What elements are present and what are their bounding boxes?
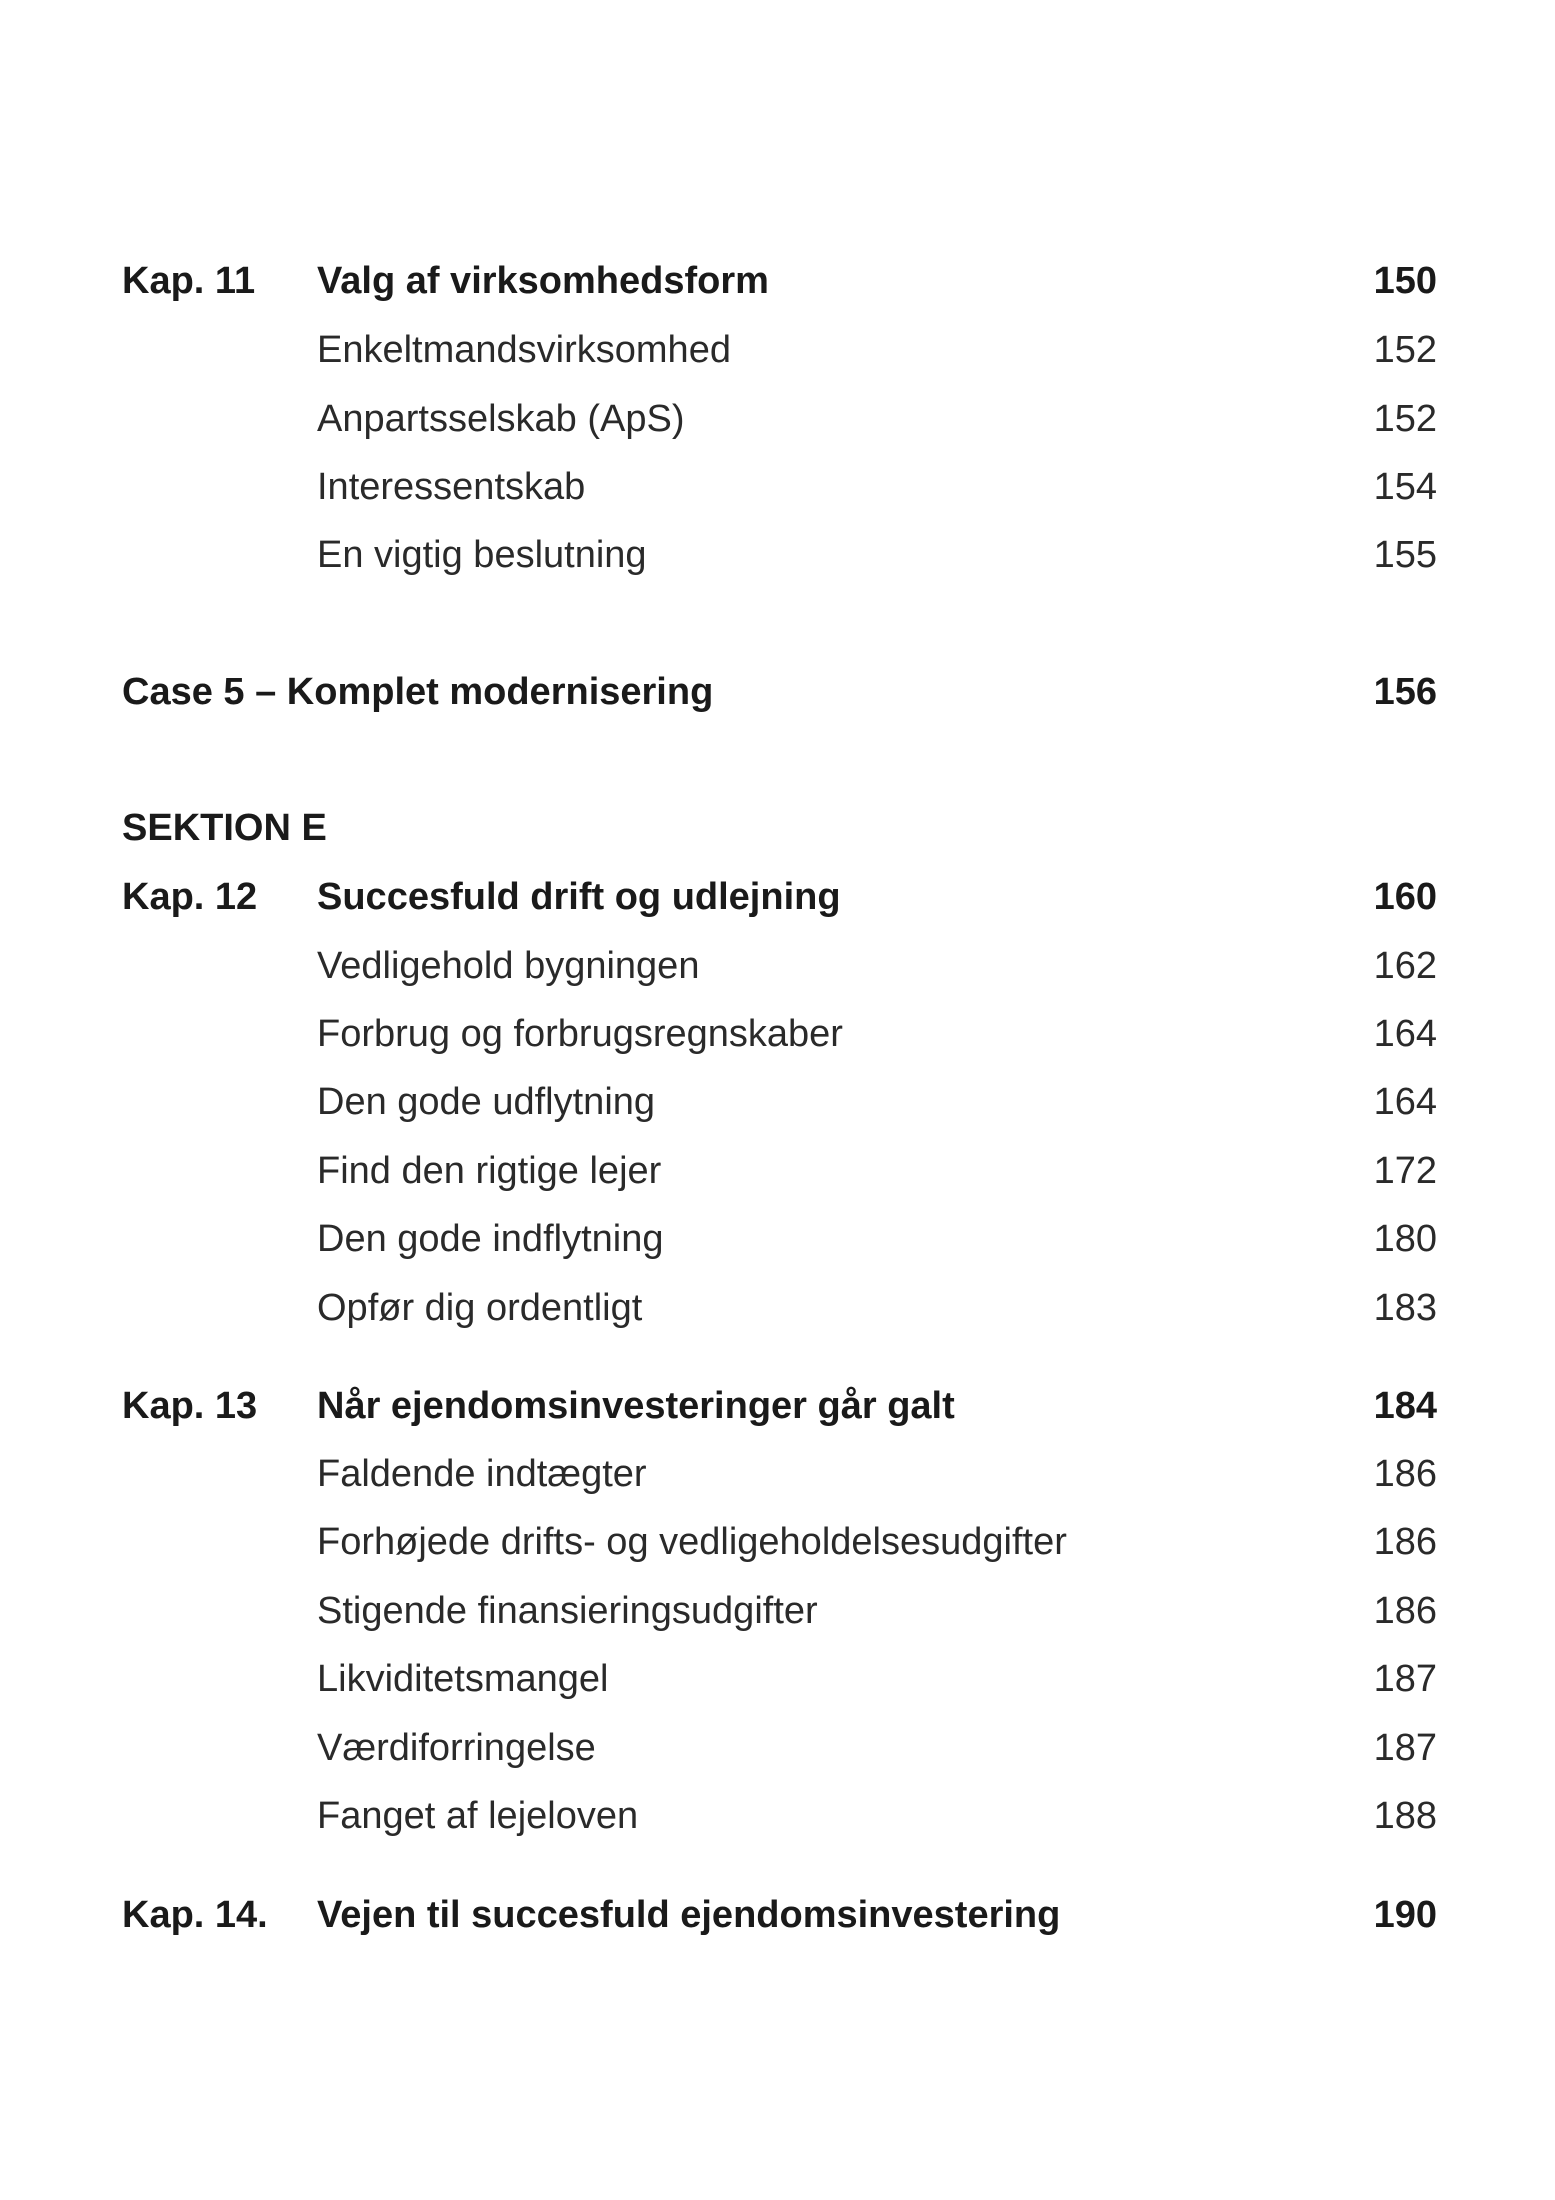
toc-entry[interactable] bbox=[0, 1072, 1555, 1132]
section-title: SEKTION E bbox=[122, 807, 327, 849]
chapter-title: Vejen til succesfuld ejendomsinvestering bbox=[317, 1894, 1061, 1936]
chapter-page: 184 bbox=[1373, 1385, 1437, 1427]
entry-title: Værdiforringelse bbox=[317, 1727, 596, 1769]
chapter-label: Kap. 12 bbox=[122, 876, 258, 918]
toc-entry[interactable] bbox=[0, 1209, 1555, 1269]
toc-entry[interactable] bbox=[0, 1444, 1555, 1504]
entry-page: 187 bbox=[1373, 1658, 1437, 1700]
chapter-title: Når ejendomsinvesteringer går galt bbox=[317, 1385, 955, 1427]
chapter-14-heading[interactable] bbox=[0, 1885, 1555, 1945]
entry-title: En vigtig beslutning bbox=[317, 534, 647, 576]
entry-title: Interessentskab bbox=[317, 466, 586, 508]
chapter-label: Kap. 13 bbox=[122, 1385, 258, 1427]
toc-entry[interactable] bbox=[0, 1581, 1555, 1641]
chapter-page: 150 bbox=[1373, 260, 1437, 302]
toc-entry[interactable] bbox=[0, 389, 1555, 449]
chapter-page: 190 bbox=[1373, 1894, 1437, 1936]
toc-entry[interactable] bbox=[0, 1004, 1555, 1064]
toc-entry[interactable] bbox=[0, 1718, 1555, 1778]
entry-title: Forhøjede drifts- og vedligeholdelsesudgifter bbox=[317, 1521, 1067, 1563]
entry-page: 154 bbox=[1373, 466, 1437, 508]
section-e-heading bbox=[0, 798, 1555, 858]
entry-title: Opfør dig ordentligt bbox=[317, 1287, 643, 1329]
entry-page: 164 bbox=[1373, 1081, 1437, 1123]
entry-title: Fanget af lejeloven bbox=[317, 1795, 639, 1837]
case-page: 156 bbox=[1373, 671, 1437, 713]
toc-entry[interactable] bbox=[0, 1786, 1555, 1846]
chapter-title: Valg af virksomhedsform bbox=[317, 260, 769, 302]
entry-title: Anpartsselskab (ApS) bbox=[317, 398, 685, 440]
entry-page: 162 bbox=[1373, 945, 1437, 987]
entry-page: 183 bbox=[1373, 1287, 1437, 1329]
entry-title: Den gode udflytning bbox=[317, 1081, 656, 1123]
entry-page: 186 bbox=[1373, 1590, 1437, 1632]
chapter-title: Succesfuld drift og udlejning bbox=[317, 876, 841, 918]
chapter-11-heading[interactable] bbox=[0, 251, 1555, 311]
entry-page: 187 bbox=[1373, 1727, 1437, 1769]
entry-title: Enkeltmandsvirksomhed bbox=[317, 329, 731, 371]
chapter-13-heading[interactable] bbox=[0, 1376, 1555, 1436]
case-title: Case 5 – Komplet modernisering bbox=[122, 671, 714, 713]
entry-page: 164 bbox=[1373, 1013, 1437, 1055]
toc-entry[interactable] bbox=[0, 525, 1555, 585]
entry-title: Faldende indtægter bbox=[317, 1453, 647, 1495]
entry-page: 152 bbox=[1373, 329, 1437, 371]
entry-title: Likviditetsmangel bbox=[317, 1658, 609, 1700]
toc-entry[interactable] bbox=[0, 1278, 1555, 1338]
entry-page: 152 bbox=[1373, 398, 1437, 440]
entry-title: Vedligehold bygningen bbox=[317, 945, 700, 987]
chapter-label: Kap. 14. bbox=[122, 1894, 268, 1936]
entry-title: Forbrug og forbrugsregnskaber bbox=[317, 1013, 843, 1055]
entry-page: 155 bbox=[1373, 534, 1437, 576]
toc-entry[interactable] bbox=[0, 1649, 1555, 1709]
toc-entry[interactable] bbox=[0, 320, 1555, 380]
entry-page: 180 bbox=[1373, 1218, 1437, 1260]
toc-entry[interactable] bbox=[0, 1512, 1555, 1572]
entry-page: 172 bbox=[1373, 1150, 1437, 1192]
entry-title: Find den rigtige lejer bbox=[317, 1150, 662, 1192]
entry-title: Den gode indflytning bbox=[317, 1218, 664, 1260]
entry-page: 186 bbox=[1373, 1453, 1437, 1495]
entry-title: Stigende finansieringsudgifter bbox=[317, 1590, 818, 1632]
entry-page: 186 bbox=[1373, 1521, 1437, 1563]
toc-entry[interactable] bbox=[0, 457, 1555, 517]
case-5-heading[interactable] bbox=[0, 662, 1555, 722]
toc-entry[interactable] bbox=[0, 1141, 1555, 1201]
chapter-page: 160 bbox=[1373, 876, 1437, 918]
chapter-label: Kap. 11 bbox=[122, 260, 256, 302]
entry-page: 188 bbox=[1373, 1795, 1437, 1837]
toc-entry[interactable] bbox=[0, 936, 1555, 996]
chapter-12-heading[interactable] bbox=[0, 867, 1555, 927]
